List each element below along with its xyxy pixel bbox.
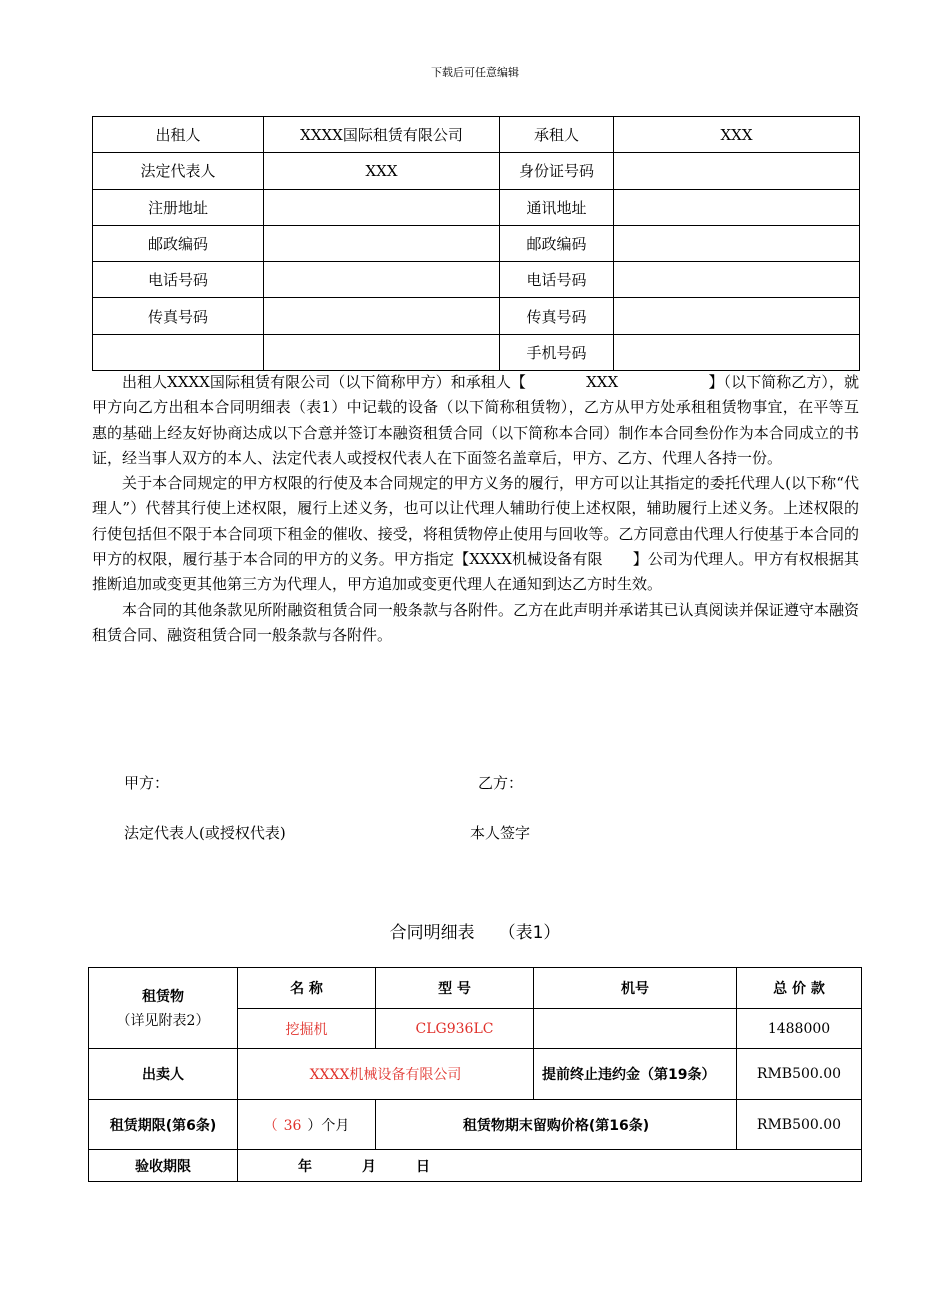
term-unit: ）个月 [307,1117,350,1134]
buyout-label: 租赁物期末留购价格(第16条) [376,1100,737,1150]
acceptance-day: 日 [416,1158,430,1175]
contract-body [92,370,859,648]
term-label: 租赁期限(第6条) [89,1100,238,1150]
party-row [93,334,860,370]
legal-rep-label: 法定代表人(或授权代表) [124,824,286,842]
party-field-value [614,298,860,334]
contract-detail-table [88,967,862,1182]
party-field-label: 身份证号码 [500,153,614,189]
acceptance-year: 年 [298,1158,312,1175]
party-field-label: 传真号码 [500,298,614,334]
seller-label: 出卖人 [89,1049,238,1100]
party-row [93,153,860,189]
party-field-label [93,334,264,370]
term-value: 36 [283,1117,302,1134]
party-field-label: 出租人 [93,117,264,153]
party-field-label: 通讯地址 [500,189,614,225]
party-field-label: 电话号码 [93,262,264,298]
seller-value: XXXX机械设备有限公司 [238,1049,534,1100]
party-field-label: 邮政编码 [93,225,264,261]
buyout-value: RMB500.00 [737,1100,862,1150]
party-field-label: 注册地址 [93,189,264,225]
self-sign-label: 本人签字 [470,824,531,842]
party-row [93,117,860,153]
model-value: CLG936LC [376,1009,534,1049]
party-row [93,189,860,225]
detail-table-number: （表1） [498,923,561,943]
term-open: （ [263,1117,278,1134]
penalty-value: RMB500.00 [737,1049,862,1100]
party-a-label: 甲方： [124,774,170,792]
party-field-value [264,262,500,298]
party-field-value [614,225,860,261]
party-field-label: 承租人 [500,117,614,153]
party-field-label: 邮政编码 [500,225,614,261]
lease-item-label: 租赁物 [142,989,184,1005]
party-row [93,225,860,261]
party-field-value [614,153,860,189]
col-serial-header: 机号 [534,968,737,1009]
total-value: 1488000 [737,1009,862,1049]
party-field-label: 法定代表人 [93,153,264,189]
party-b-label: 乙方： [478,774,524,792]
party-field-value [264,225,500,261]
party-field-label: 手机号码 [500,334,614,370]
party-row [93,262,860,298]
acceptance-month: 月 [362,1158,376,1175]
serial-value [534,1009,737,1049]
paragraph-parties: 出租人XXXX国际租赁有限公司（以下简称甲方）和承租人【 XXX 】（以下简称乙方），就甲方向乙方出租本合同明细表（表1）中记载的设备（以下简称租赁物），乙方从甲方处承租租赁物事宜，在平等互惠的基础上经友好协商达成以下合意并签订本融资租赁合同（以下简称本合同）制作本合同叁份作为本合同成立的书证，经当事人双方的本人、法定代表人或授权代表人在下面签名盖章后，甲方、乙方、代理人各持一份。 [92,373,859,467]
party-field-value [264,189,500,225]
lease-item-cell [89,968,238,1049]
party-field-value [264,334,500,370]
paragraph-agent: 关于本合同规定的甲方权限的行使及本合同规定的甲方义务的履行，甲方可以让其指定的委托代理人(以下称“代理人”）代替其行使上述权限，履行上述义务，也可以让代理人辅助行使上述权限，辅助履行上述义务。上述权限的行使包括但不限于本合同项下租金的催收、接受，将租赁物停止使用与回收等。乙方同意由代理人行使基于本合同的甲方的权限，履行基于本合同的甲方的义务。甲方指定【XXXX机械设备有限 】公司为代理人。甲方有权根据其推断追加或变更其他第三方为代理人，甲方追加或变更代理人在通知到达乙方时生效。 [92,474,859,594]
detail-title-text: 合同明细表 [389,923,475,943]
col-model-header: 型 号 [376,968,534,1009]
party-field-value: XXX [614,117,860,153]
acceptance-date [238,1150,862,1182]
party-field-label: 传真号码 [93,298,264,334]
party-field-value [614,189,860,225]
acceptance-label: 验收期限 [89,1150,238,1182]
party-field-value: XXXX国际租赁有限公司 [264,117,500,153]
party-row [93,298,860,334]
name-value: 挖掘机 [238,1009,376,1049]
detail-title [0,918,950,943]
party-field-value [614,334,860,370]
penalty-label: 提前终止违约金（第19条） [534,1049,737,1100]
party-field-label: 电话号码 [500,262,614,298]
party-field-value [614,262,860,298]
col-total-header: 总 价 款 [737,968,862,1009]
page-header: 下载后可任意编辑 [431,66,519,79]
party-field-value [264,298,500,334]
paragraph-terms: 本合同的其他条款见所附融资租赁合同一般条款与各附件。乙方在此声明并承诺其已认真阅读并保证遵守本融资租赁合同、融资租赁合同一般条款与各附件。 [92,600,859,644]
col-name-header: 名 称 [238,968,376,1009]
term-cell [238,1100,376,1150]
party-info-table [92,116,860,371]
lease-item-note: （详见附表2） [116,1013,210,1029]
party-field-value: XXX [264,153,500,189]
